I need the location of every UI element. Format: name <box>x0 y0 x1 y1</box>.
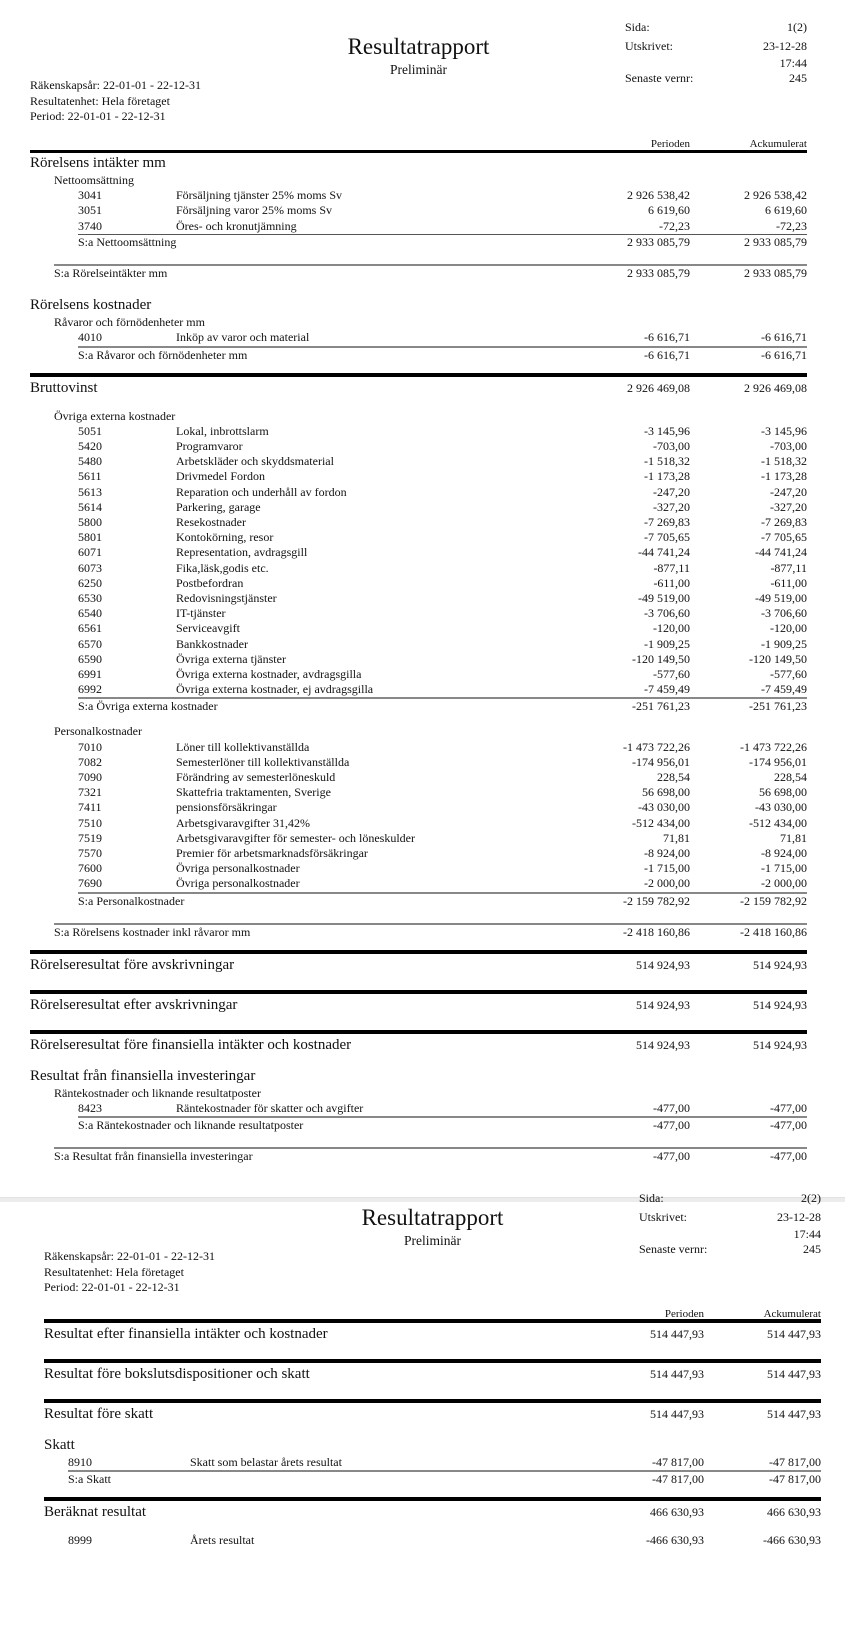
account-row: 3051 Försäljning varor 25% moms Sv 6 619,60 6 619,60 <box>78 203 807 218</box>
report-meta-right <box>639 1189 821 1257</box>
account-row: 7690 Övriga personalkostnader -2 000,00 -2 000,00 <box>78 876 807 891</box>
report-subtitle: Preliminär <box>404 1233 461 1248</box>
account-row: 5801 Kontokörning, resor -7 705,65 -7 705,65 <box>78 530 807 545</box>
page-number-row <box>625 18 807 37</box>
col-period-header: Perioden <box>664 1308 704 1320</box>
printed-row <box>625 37 807 56</box>
last-vernr-value: 245 <box>803 1242 821 1256</box>
account-row: 3041 Försäljning tjänster 25% moms Sv 2 926 538,42 2 926 538,42 <box>78 188 807 203</box>
account-row: 6530 Redovisningstjänster -49 519,00 -49 519,00 <box>78 590 807 605</box>
result-unit: Resultatenhet: Hela företaget <box>30 93 170 108</box>
account-row: 5800 Resekostnader -7 269,83 -7 269,83 <box>78 515 807 529</box>
col-accumulated-header: Ackumulerat <box>763 1308 821 1320</box>
account-row: 6561 Serviceavgift -120,00 -120,00 <box>78 621 807 636</box>
account-row: 7321 Skattefria traktamenten, Sverige 56 698,00 56 698,00 <box>78 785 807 800</box>
account-row: 5611 Drivmedel Fordon -1 173,28 -1 173,28 <box>78 469 807 484</box>
group-title: Övriga externa kostnader <box>54 408 176 423</box>
account-row: 6590 Övriga externa tjänster -120 149,50 -120 149,50 <box>78 651 807 666</box>
subtotal-row: S:a Övriga externa kostnader -251 761,23 -251 761,23 <box>78 699 807 714</box>
page-value: 2(2) <box>801 1191 821 1205</box>
result-after-financial: Resultat efter finansiella intäkter och kostnader 514 447,93 514 447,93 <box>44 1319 821 1345</box>
account-row: 6570 Bankkostnader -1 909,25 -1 909,25 <box>78 636 807 651</box>
page-label: Sida: <box>625 20 650 34</box>
group-title: Nettoomsättning <box>54 173 134 187</box>
account-row: 7510 Arbetsgivaravgifter 31,42% -512 434,00 -512 434,00 <box>78 815 807 830</box>
page-label: Sida: <box>639 1191 664 1205</box>
account-row: 5480 Arbetskläder och skyddsmaterial -1 518,32 -1 518,32 <box>78 454 807 469</box>
period-range: Period: 22-01-01 - 22-12-31 <box>44 1280 180 1294</box>
gross-profit-row: Bruttovinst 2 926 469,08 2 926 469,08 <box>30 373 807 399</box>
account-row: 7519 Arbetsgivaravgifter för semester- och löneskulder 71,81 71,81 <box>78 830 807 845</box>
printed-date: 23-12-28 <box>763 39 807 53</box>
account-row: 6250 Postbefordran -611,00 -611,00 <box>78 575 807 590</box>
report-subtitle: Preliminär <box>390 62 447 77</box>
col-accumulated-header: Ackumulerat <box>749 138 807 150</box>
printed-row <box>639 1208 821 1227</box>
page-number-row <box>639 1189 821 1208</box>
printed-time-row <box>625 56 807 71</box>
printed-time-row <box>639 1227 821 1242</box>
report-body <box>44 1319 821 1549</box>
report-title: Resultatrapport <box>361 1205 504 1230</box>
operating-result-before-financial: Rörelseresultat före finansiella intäkter och kostnader 514 924,93 514 924,93 <box>30 1030 807 1056</box>
result-before-appropriations: Resultat före bokslutsdispositioner och skatt 514 447,93 514 447,93 <box>44 1359 821 1385</box>
account-row: 5051 Lokal, inbrottslarm -3 145,96 -3 145,96 <box>78 423 807 438</box>
group-title: Personalkostnader <box>54 724 142 739</box>
section-title: Resultat från finansiella investeringar <box>30 1067 256 1084</box>
subtotal-row: S:a Råvaror och förnödenheter mm -6 616,71 -6 616,71 <box>78 347 807 362</box>
operating-result-after-depreciation: Rörelseresultat efter avskrivningar 514 924,93 514 924,93 <box>30 990 807 1016</box>
personnel-costs-list <box>30 740 807 892</box>
printed-date: 23-12-28 <box>777 1210 821 1224</box>
result-before-tax: Resultat före skatt 514 447,93 514 447,93 <box>44 1399 821 1425</box>
year-result-row: 8999 Årets resultat -466 630,93 -466 630,93 <box>68 1533 821 1548</box>
printed-time: 17:44 <box>793 1227 821 1241</box>
last-vernr-label: Senaste vernr: <box>639 1242 708 1256</box>
account-row: 8910 Skatt som belastar årets resultat -47 817,00 -47 817,00 <box>68 1455 821 1469</box>
account-row: 7010 Löner till kollektivanställda -1 473 722,26 -1 473 722,26 <box>78 739 807 754</box>
account-row: 8423 Räntekostnader för skatter och avgifter -477,00 -477,00 <box>78 1101 807 1116</box>
report-meta-left <box>30 78 201 125</box>
account-row: 7570 Premier för arbetsmarknadsförsäkringar -8 924,00 -8 924,00 <box>78 845 807 860</box>
section-total-row: S:a Rörelsens kostnader inkl råvaror mm -2 418 160,86 -2 418 160,86 <box>54 924 807 939</box>
group-title: Råvaror och förnödenheter mm <box>54 315 205 330</box>
account-row: 6073 Fika,läsk,godis etc. -877,11 -877,11 <box>78 560 807 575</box>
last-vernr-row <box>639 1242 821 1257</box>
fiscal-year: Räkenskapsår: 22-01-01 - 22-12-31 <box>30 78 201 92</box>
account-row: 5420 Programvaror -703,00 -703,00 <box>78 439 807 454</box>
group-title: Räntekostnader och liknande resultatposter <box>54 1085 261 1100</box>
calculated-result-row: Beräknat resultat 466 630,93 466 630,93 <box>44 1497 821 1523</box>
last-vernr-label: Senaste vernr: <box>625 71 694 85</box>
fiscal-year: Räkenskapsår: 22-01-01 - 22-12-31 <box>44 1249 215 1263</box>
external-costs-list <box>30 424 807 697</box>
account-row: 7090 Förändring av semesterlöneskuld 228,54 228,54 <box>78 770 807 784</box>
subtotal-row: S:a Räntekostnader och liknande resultatposter -477,00 -477,00 <box>78 1118 807 1133</box>
printed-label: Utskrivet: <box>625 39 673 53</box>
result-unit: Resultatenhet: Hela företaget <box>44 1264 184 1279</box>
account-row: 6540 IT-tjänster -3 706,60 -3 706,60 <box>78 606 807 621</box>
report-title: Resultatrapport <box>347 34 490 59</box>
printed-label: Utskrivet: <box>639 1210 687 1224</box>
col-period-header: Perioden <box>650 138 690 150</box>
subtotal-row: S:a Nettoomsättning 2 933 085,79 2 933 085,79 <box>78 234 807 249</box>
report-page-2 <box>0 1191 859 1650</box>
subtotal-row: S:a Personalkostnader -2 159 782,92 -2 159 782,92 <box>78 893 807 908</box>
period-range: Period: 22-01-01 - 22-12-31 <box>30 109 166 123</box>
account-row: 7082 Semesterlöner till kollektivanställda -174 956,01 -174 956,01 <box>78 754 807 769</box>
subtotal-row: S:a Skatt -47 817,00 -47 817,00 <box>68 1472 821 1487</box>
account-row: 7600 Övriga personalkostnader -1 715,00 -1 715,00 <box>78 861 807 876</box>
report-meta-right <box>625 18 807 86</box>
account-row: 6991 Övriga externa kostnader, avdragsgilla -577,60 -577,60 <box>78 666 807 681</box>
page-value: 1(2) <box>787 20 807 34</box>
section-title: Rörelsens intäkter mm <box>30 155 166 171</box>
section-total-row: S:a Resultat från finansiella investeringar -477,00 -477,00 <box>54 1149 807 1164</box>
account-row: 6992 Övriga externa kostnader, ej avdragsgilla -7 459,49 -7 459,49 <box>78 682 807 697</box>
printed-time: 17:44 <box>779 56 807 70</box>
section-total-row: S:a Rörelseintäkter mm 2 933 085,79 2 933 085,79 <box>54 265 807 280</box>
last-vernr-row <box>625 71 807 86</box>
report-body <box>30 153 807 1165</box>
report-meta-left <box>44 1249 215 1296</box>
account-row: 5613 Reparation och underhåll av fordon -247,20 -247,20 <box>78 484 807 499</box>
account-row: 6071 Representation, avdragsgill -44 741,24 -44 741,24 <box>78 545 807 560</box>
account-row: 7411 pensionsförsäkringar -43 030,00 -43 030,00 <box>78 800 807 815</box>
account-row: 5614 Parkering, garage -327,20 -327,20 <box>78 499 807 514</box>
account-row: 3740 Öres- och kronutjämning -72,23 -72,23 <box>78 218 807 233</box>
section-title: Rörelsens kostnader <box>30 297 152 314</box>
section-title: Skatt <box>44 1437 75 1453</box>
operating-result-before-depreciation: Rörelseresultat före avskrivningar 514 924,93 514 924,93 <box>30 950 807 976</box>
account-row: 4010 Inköp av varor och material -6 616,71 -6 616,71 <box>78 330 807 345</box>
last-vernr-value: 245 <box>789 71 807 85</box>
